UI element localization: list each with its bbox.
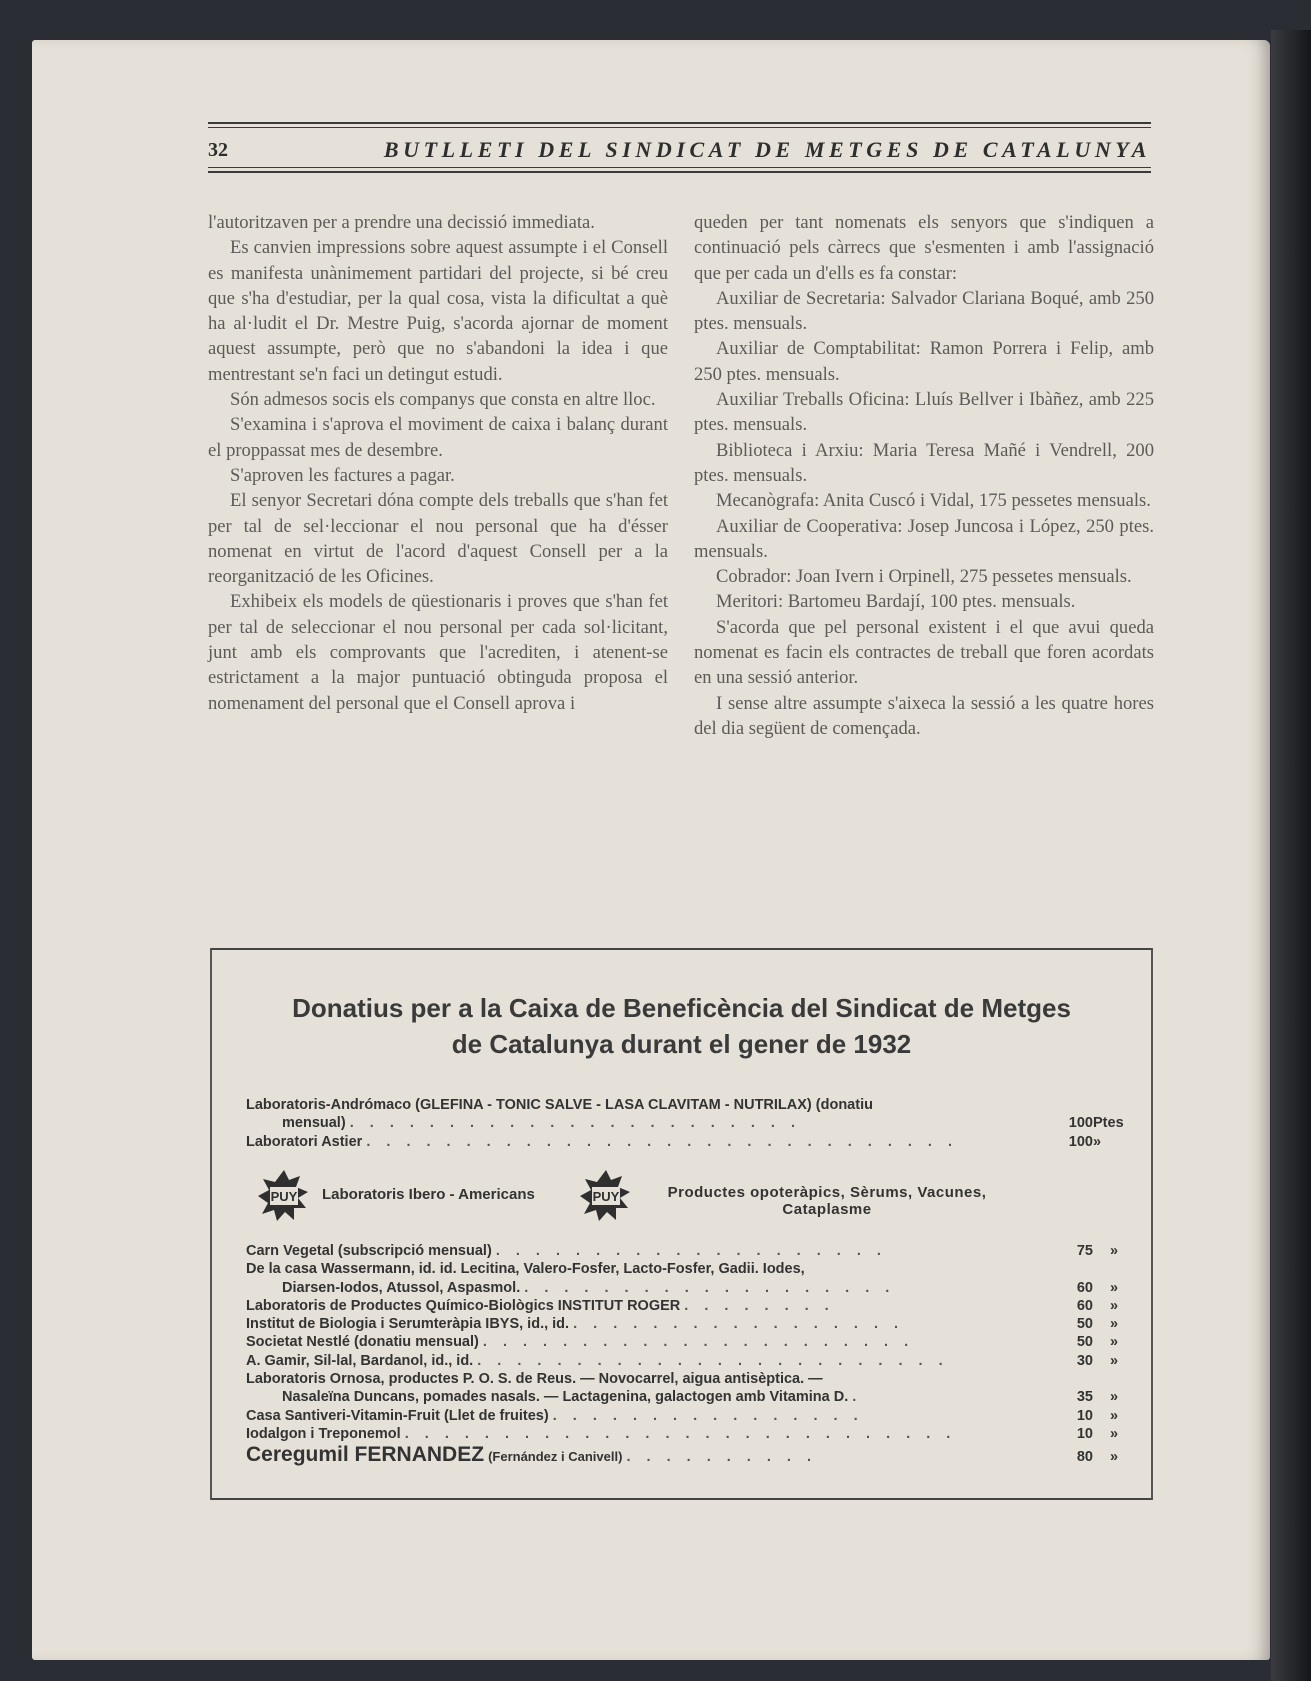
donation-amount: 10 (1076, 1407, 1093, 1424)
paragraph: Exhibeix els models de qüestionaris i proves que s'han fet per tal de seleccionar el nou personal per cada sol·licitant, junt amb els comprovants que l'acrediten, i atenent-se estrictament a la major puntuació obtinguda proposa el nomenament del personal que el Consell aprova i (208, 591, 668, 714)
donations-title-line-2: de Catalunya durant el gener de 1932 (451, 1029, 912, 1059)
donation-text-cont: Diarsen-Iodos, Atussol, Aspasmol. (282, 1279, 521, 1296)
sponsor-logos (246, 1170, 1116, 1224)
donation-amount: 10 (1076, 1425, 1093, 1442)
paragraph: El senyor Secretari dóna compte dels treballs que s'han fet per tal de sel·leccionar el nou personal que ha d'ésser nomenat en virtut de l'acord d'aquest Consell per a la reorganització de les Oficines. (208, 490, 668, 588)
donation-text: A. Gamir, Sil-lal, Bardanol, id., id. (246, 1352, 474, 1369)
paragraph: S'examina i s'aprova el moviment de caixa i balanç durant el proppassat mes de desembre. (208, 414, 668, 461)
donation-text: Laboratoris de Productes Químico-Biològics INSTITUT ROGER (246, 1297, 681, 1314)
puy-logo-text: PUY (592, 1189, 620, 1204)
dot-leader: . . . . . . . . . . . . . . . . . . . (524, 1279, 896, 1296)
dot-leader: . . . . . . . . . . . . . . . . (552, 1407, 864, 1424)
dot-leader: . . . . . . . . . . . . . . . . . . . . . . (482, 1334, 915, 1351)
donation-entry (246, 1260, 1121, 1297)
donation-unit: » (1109, 1389, 1119, 1406)
paragraph: Es canvien impressions sobre aquest assumpte i el Consell es manifesta unànimement partidari del projecte, si bé creu que s'ha d'estudiar, per la qual cosa, vista la dificultat a què ha al·ludit el Dr. Mestre Puig, s'acorda ajornar de moment aquest assumpte, però que no s'abandoni la idea i que mentrestant se'n faci un detingut estudi. (208, 237, 668, 385)
dot-leader: . . . . . . . . . . . . . . . . . . . . . . . . (477, 1352, 949, 1369)
donation-entry-featured (246, 1443, 1121, 1467)
donation-amount: 80 (1076, 1449, 1093, 1466)
donation-amount: 100 (1068, 1133, 1093, 1150)
donation-text: Carn Vegetal (subscripció mensual) (246, 1243, 492, 1259)
running-header (208, 135, 1151, 165)
dot-leader: . . . . . . . . (684, 1297, 835, 1314)
donation-unit: » (1109, 1243, 1119, 1259)
donation-entry (246, 1370, 1121, 1407)
donation-amount: 60 (1076, 1279, 1093, 1296)
header-rule-bottom-thin (208, 167, 1151, 168)
donations-box (210, 948, 1153, 1500)
donation-unit: » (1109, 1449, 1119, 1466)
donation-entry (246, 1297, 1121, 1315)
donation-amount: 30 (1076, 1352, 1093, 1369)
sponsor-label-1: Laboratoris Ibero - Americans (322, 1186, 535, 1203)
donation-amount: 100 (1068, 1115, 1093, 1132)
paragraph: queden per tant nomenats els senyors que s'indiquen a continuació pels càrrecs que s'esmenten i amb l'assignació que per cada un d'ells es fa constar: (694, 212, 1154, 284)
puy-logo-text: PUY (270, 1189, 298, 1204)
donation-entry (246, 1333, 1121, 1351)
paragraph: Auxiliar de Secretaria: Salvador Clariana Boqué, amb 250 ptes. mensuals. (694, 287, 1154, 335)
dot-leader: . . . . . . . . . . (626, 1449, 818, 1466)
donation-entry (246, 1096, 1124, 1133)
donation-amount: 35 (1076, 1389, 1093, 1406)
donation-amount: 50 (1076, 1316, 1093, 1333)
page-number: 32 (208, 138, 228, 161)
header-rule-top (208, 122, 1151, 124)
donation-entry (246, 1352, 1121, 1370)
donation-amount: 50 (1076, 1334, 1093, 1351)
donation-unit: » (1109, 1352, 1119, 1369)
donation-unit: » (1093, 1133, 1102, 1150)
puy-logo-icon (258, 1170, 310, 1222)
sponsor-label-2-line-2: Cataplasme (782, 1201, 872, 1218)
paragraph: Auxiliar de Cooperativa: Josep Juncosa i López, 250 ptes. mensuals. (694, 515, 1154, 562)
donation-unit: » (1109, 1279, 1119, 1296)
donation-text: Casa Santiveri-Vitamin-Fruit (Llet de fruites) (246, 1407, 549, 1424)
journal-title: BUTLLETI DEL SINDICAT DE METGES DE CATALUNYA (383, 137, 1151, 162)
sponsor-label-2 (646, 1184, 1008, 1218)
paragraph: I sense altre assumpte s'aixeca la sessió a les quatre hores del dia següent de començada. (694, 692, 1154, 739)
paragraph: Auxiliar de Comptabilitat: Ramon Porrera i Felip, amb 250 ptes. mensuals. (694, 338, 1154, 385)
header-rule-bottom (208, 171, 1151, 173)
left-column (208, 210, 668, 716)
dot-leader: . . . . . . . . . . . . . . . . . (573, 1316, 905, 1333)
paragraph: Meritori: Bartomeu Bardají, 100 ptes. mensuals. (716, 591, 1076, 613)
donation-text-big: Ceregumil FERNANDEZ (246, 1443, 485, 1467)
donation-text-cont: Nasaleïna Duncans, pomades nasals. — Lactagenina, galactogen amb Vitamina D. (282, 1389, 849, 1406)
paragraph: l'autoritzaven per a prendre una decissió immediata. (208, 212, 595, 233)
donation-entry (246, 1425, 1121, 1443)
dot-leader: . (852, 1389, 863, 1406)
paragraph: Biblioteca i Arxiu: Maria Teresa Mañé i Vendrell, 200 ptes. mensuals. (694, 439, 1154, 486)
donation-text-small: (Fernández i Canivell) (488, 1449, 623, 1465)
paragraph: Són admesos socis els companys que consta en altre lloc. (230, 389, 656, 411)
donation-text: Laboratori Astier (246, 1133, 363, 1150)
donation-entry (246, 1407, 1121, 1425)
sponsor-label-2-line-1: Productes opoteràpics, Sèrums, Vacunes, (667, 1184, 987, 1201)
paragraph: Cobrador: Joan Ivern i Orpinell, 275 pessetes mensuals. (716, 566, 1132, 588)
donation-entry (246, 1315, 1121, 1333)
donation-entry (246, 1133, 1121, 1151)
dot-leader: . . . . . . . . . . . . . . . . . . . . . . . . . . . . . . (366, 1133, 959, 1150)
donations-title (212, 990, 1151, 1062)
donation-entry (246, 1242, 1121, 1260)
paragraph: Mecanògrafa: Anita Cuscó i Vidal, 175 pessetes mensuals. (716, 490, 1151, 512)
book-spine (1271, 30, 1311, 1681)
dot-leader: . . . . . . . . . . . . . . . . . . . . . . . (349, 1115, 801, 1132)
donation-unit: Ptes (1093, 1115, 1124, 1132)
donation-text-cont: mensual) (282, 1115, 346, 1132)
paragraph: S'acorda que pel personal existent i el que avui queda nomenat es facin els contractes de treball que foren acordats en una sessió anterior. (694, 616, 1154, 689)
donation-text: De la casa Wassermann, id. id. Lecitina, Valero-Fosfer, Lacto-Fosfer, Gadii. Iodes, (246, 1261, 805, 1278)
header-rule-top-thin (208, 127, 1151, 128)
donation-amount: 75 (1076, 1243, 1093, 1259)
top-donation-list (246, 1096, 1124, 1151)
donation-unit: » (1109, 1297, 1119, 1314)
right-column (694, 210, 1154, 741)
donation-unit: » (1109, 1407, 1119, 1424)
donation-list (246, 1242, 1121, 1467)
donation-amount: 60 (1076, 1297, 1093, 1314)
paragraph: S'aproven les factures a pagar. (230, 464, 455, 486)
donation-text: Iodalgon i Treponemol (246, 1425, 401, 1442)
donation-unit: » (1109, 1334, 1119, 1351)
donation-text: Societat Nestlé (donatiu mensual) (246, 1334, 479, 1351)
donation-text: Laboratoris-Andrómaco (GLEFINA - TONIC SALVE - LASA CLAVITAM - NUTRILAX) (donatiu (246, 1097, 873, 1113)
paragraph: Auxiliar Treballs Oficina: Lluís Bellver i Ibàñez, amb 225 ptes. mensuals. (694, 389, 1154, 436)
donation-unit: » (1109, 1316, 1119, 1333)
donation-text: Laboratoris Ornosa, productes P. O. S. de Reus. — Novocarrel, aigua antisèptica. — (246, 1371, 823, 1388)
puy-logo-icon (580, 1170, 632, 1222)
donation-text: Institut de Biologia i Serumteràpia IBYS, id., id. (246, 1316, 570, 1333)
dot-leader: . . . . . . . . . . . . . . . . . . . . . . . . . . . . (404, 1425, 957, 1442)
donations-title-line-1: Donatius per a la Caixa de Beneficència del Sindicat de Metges (292, 993, 1071, 1023)
dot-leader: . . . . . . . . . . . . . . . . . . . . (495, 1243, 887, 1259)
donation-unit: » (1109, 1425, 1119, 1442)
